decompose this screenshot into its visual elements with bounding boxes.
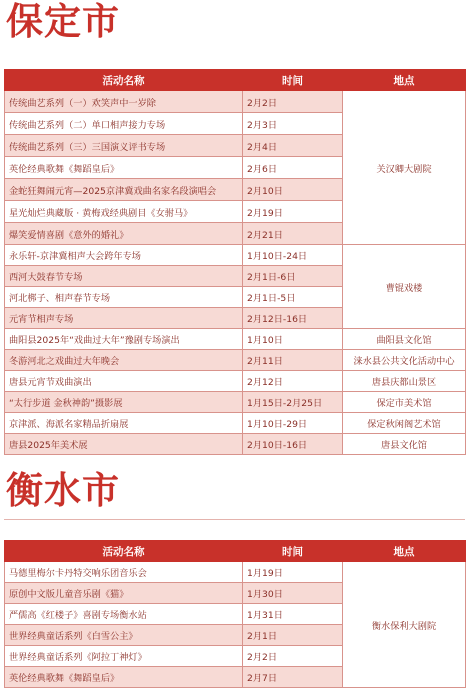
event-name: 星光灿烂典藏版 · 黄梅戏经典剧目《女驸马》: [5, 201, 243, 223]
event-time: 2月19日: [243, 201, 343, 223]
table-row: [5, 91, 466, 113]
table-row: [5, 434, 466, 455]
event-venue: 保定秋闲阁艺术馆: [343, 413, 466, 434]
event-name: 西河大鼓春节专场: [5, 266, 243, 287]
table-row: [5, 350, 466, 371]
event-time: 2月12日: [243, 371, 343, 392]
event-name: 传统曲艺系列（二）单口相声接力专场: [5, 113, 243, 135]
event-name: 唐县元宵节戏曲演出: [5, 371, 243, 392]
table-row: [5, 562, 466, 583]
event-name: 元宵节相声专场: [5, 308, 243, 329]
event-name: “太行步道 金秋神韵”摄影展: [5, 392, 243, 413]
event-time: 2月2日: [243, 646, 343, 667]
divider: [4, 519, 465, 520]
header-time: 时间: [243, 541, 343, 562]
table-row: [5, 392, 466, 413]
event-name: 原创中文版儿童音乐剧《猫》: [5, 583, 243, 604]
event-name: 传统曲艺系列（一）欢笑声中一岁除: [5, 91, 243, 113]
event-name: 金蛇狂舞闹元宵—2025京津冀戏曲名家名段演唱会: [5, 179, 243, 201]
event-name: 马德里梅尔卡丹特交响乐团音乐会: [5, 562, 243, 583]
event-time: 1月10日-29日: [243, 413, 343, 434]
event-venue: 曲阳县文化馆: [343, 329, 466, 350]
header-time: 时间: [243, 70, 343, 91]
table-row: [5, 329, 466, 350]
header-activity-name: 活动名称: [5, 70, 243, 91]
event-name: 英伦经典歌舞《舞蹈皇后》: [5, 157, 243, 179]
event-venue: 保定市美术馆: [343, 392, 466, 413]
city-title-hengshui: 衡水市: [6, 469, 120, 512]
event-time: 1月19日: [243, 562, 343, 583]
event-name: 唐县2025年美术展: [5, 434, 243, 455]
event-time: 2月21日: [243, 223, 343, 245]
city-title-baoding: 保定市: [6, 0, 120, 43]
event-name: 京津派、海派名家精品折扇展: [5, 413, 243, 434]
header-place: 地点: [343, 541, 466, 562]
event-time: 2月2日: [243, 91, 343, 113]
event-time: 2月1日-6日: [243, 266, 343, 287]
table-header-row: [5, 541, 466, 562]
event-venue: 唐县庆都山景区: [343, 371, 466, 392]
event-time: 2月10日-16日: [243, 434, 343, 455]
event-time: 2月11日: [243, 350, 343, 371]
event-time: 2月1日-5日: [243, 287, 343, 308]
event-time: 2月4日: [243, 135, 343, 157]
event-time: 2月10日: [243, 179, 343, 201]
event-time: 2月12日-16日: [243, 308, 343, 329]
event-time: 1月31日: [243, 604, 343, 625]
table-header-row: [5, 70, 466, 91]
event-name: 河北梆子、相声春节专场: [5, 287, 243, 308]
event-venue: 曹锟戏楼: [343, 245, 466, 329]
event-time: 1月15日-2月25日: [243, 392, 343, 413]
event-name: 传统曲艺系列（三）三国演义评书专场: [5, 135, 243, 157]
event-time: 1月10日-24日: [243, 245, 343, 266]
event-time: 2月6日: [243, 157, 343, 179]
event-time: 1月10日: [243, 329, 343, 350]
header-place: 地点: [343, 70, 466, 91]
event-name: 严儒高《红楼子》喜剧专场衡水站: [5, 604, 243, 625]
event-time: 2月1日: [243, 625, 343, 646]
event-name: 曲阳县2025年“戏曲过大年”豫剧专场演出: [5, 329, 243, 350]
table-row: [5, 371, 466, 392]
event-time: 2月3日: [243, 113, 343, 135]
event-time: 1月30日: [243, 583, 343, 604]
event-venue: 涞水县公共文化活动中心: [343, 350, 466, 371]
event-venue: 唐县文化馆: [343, 434, 466, 455]
event-venue: 衡水保利大剧院: [343, 562, 466, 688]
event-time: 2月7日: [243, 667, 343, 688]
event-name: 爆笑爱情喜剧《意外的婚礼》: [5, 223, 243, 245]
baoding-events-table: [4, 69, 466, 455]
table-row: [5, 413, 466, 434]
table-row: [5, 245, 466, 266]
hengshui-events-table: [4, 540, 466, 688]
event-name: 冬游河北之戏曲过大年晚会: [5, 350, 243, 371]
event-name: 世界经典童话系列《阿拉丁神灯》: [5, 646, 243, 667]
event-name: 英伦经典歌舞《舞蹈皇后》: [5, 667, 243, 688]
event-name: 永乐轩-京津冀相声大会跨年专场: [5, 245, 243, 266]
header-activity-name: 活动名称: [5, 541, 243, 562]
event-venue: 关汉卿大剧院: [343, 91, 466, 245]
event-name: 世界经典童话系列《白雪公主》: [5, 625, 243, 646]
